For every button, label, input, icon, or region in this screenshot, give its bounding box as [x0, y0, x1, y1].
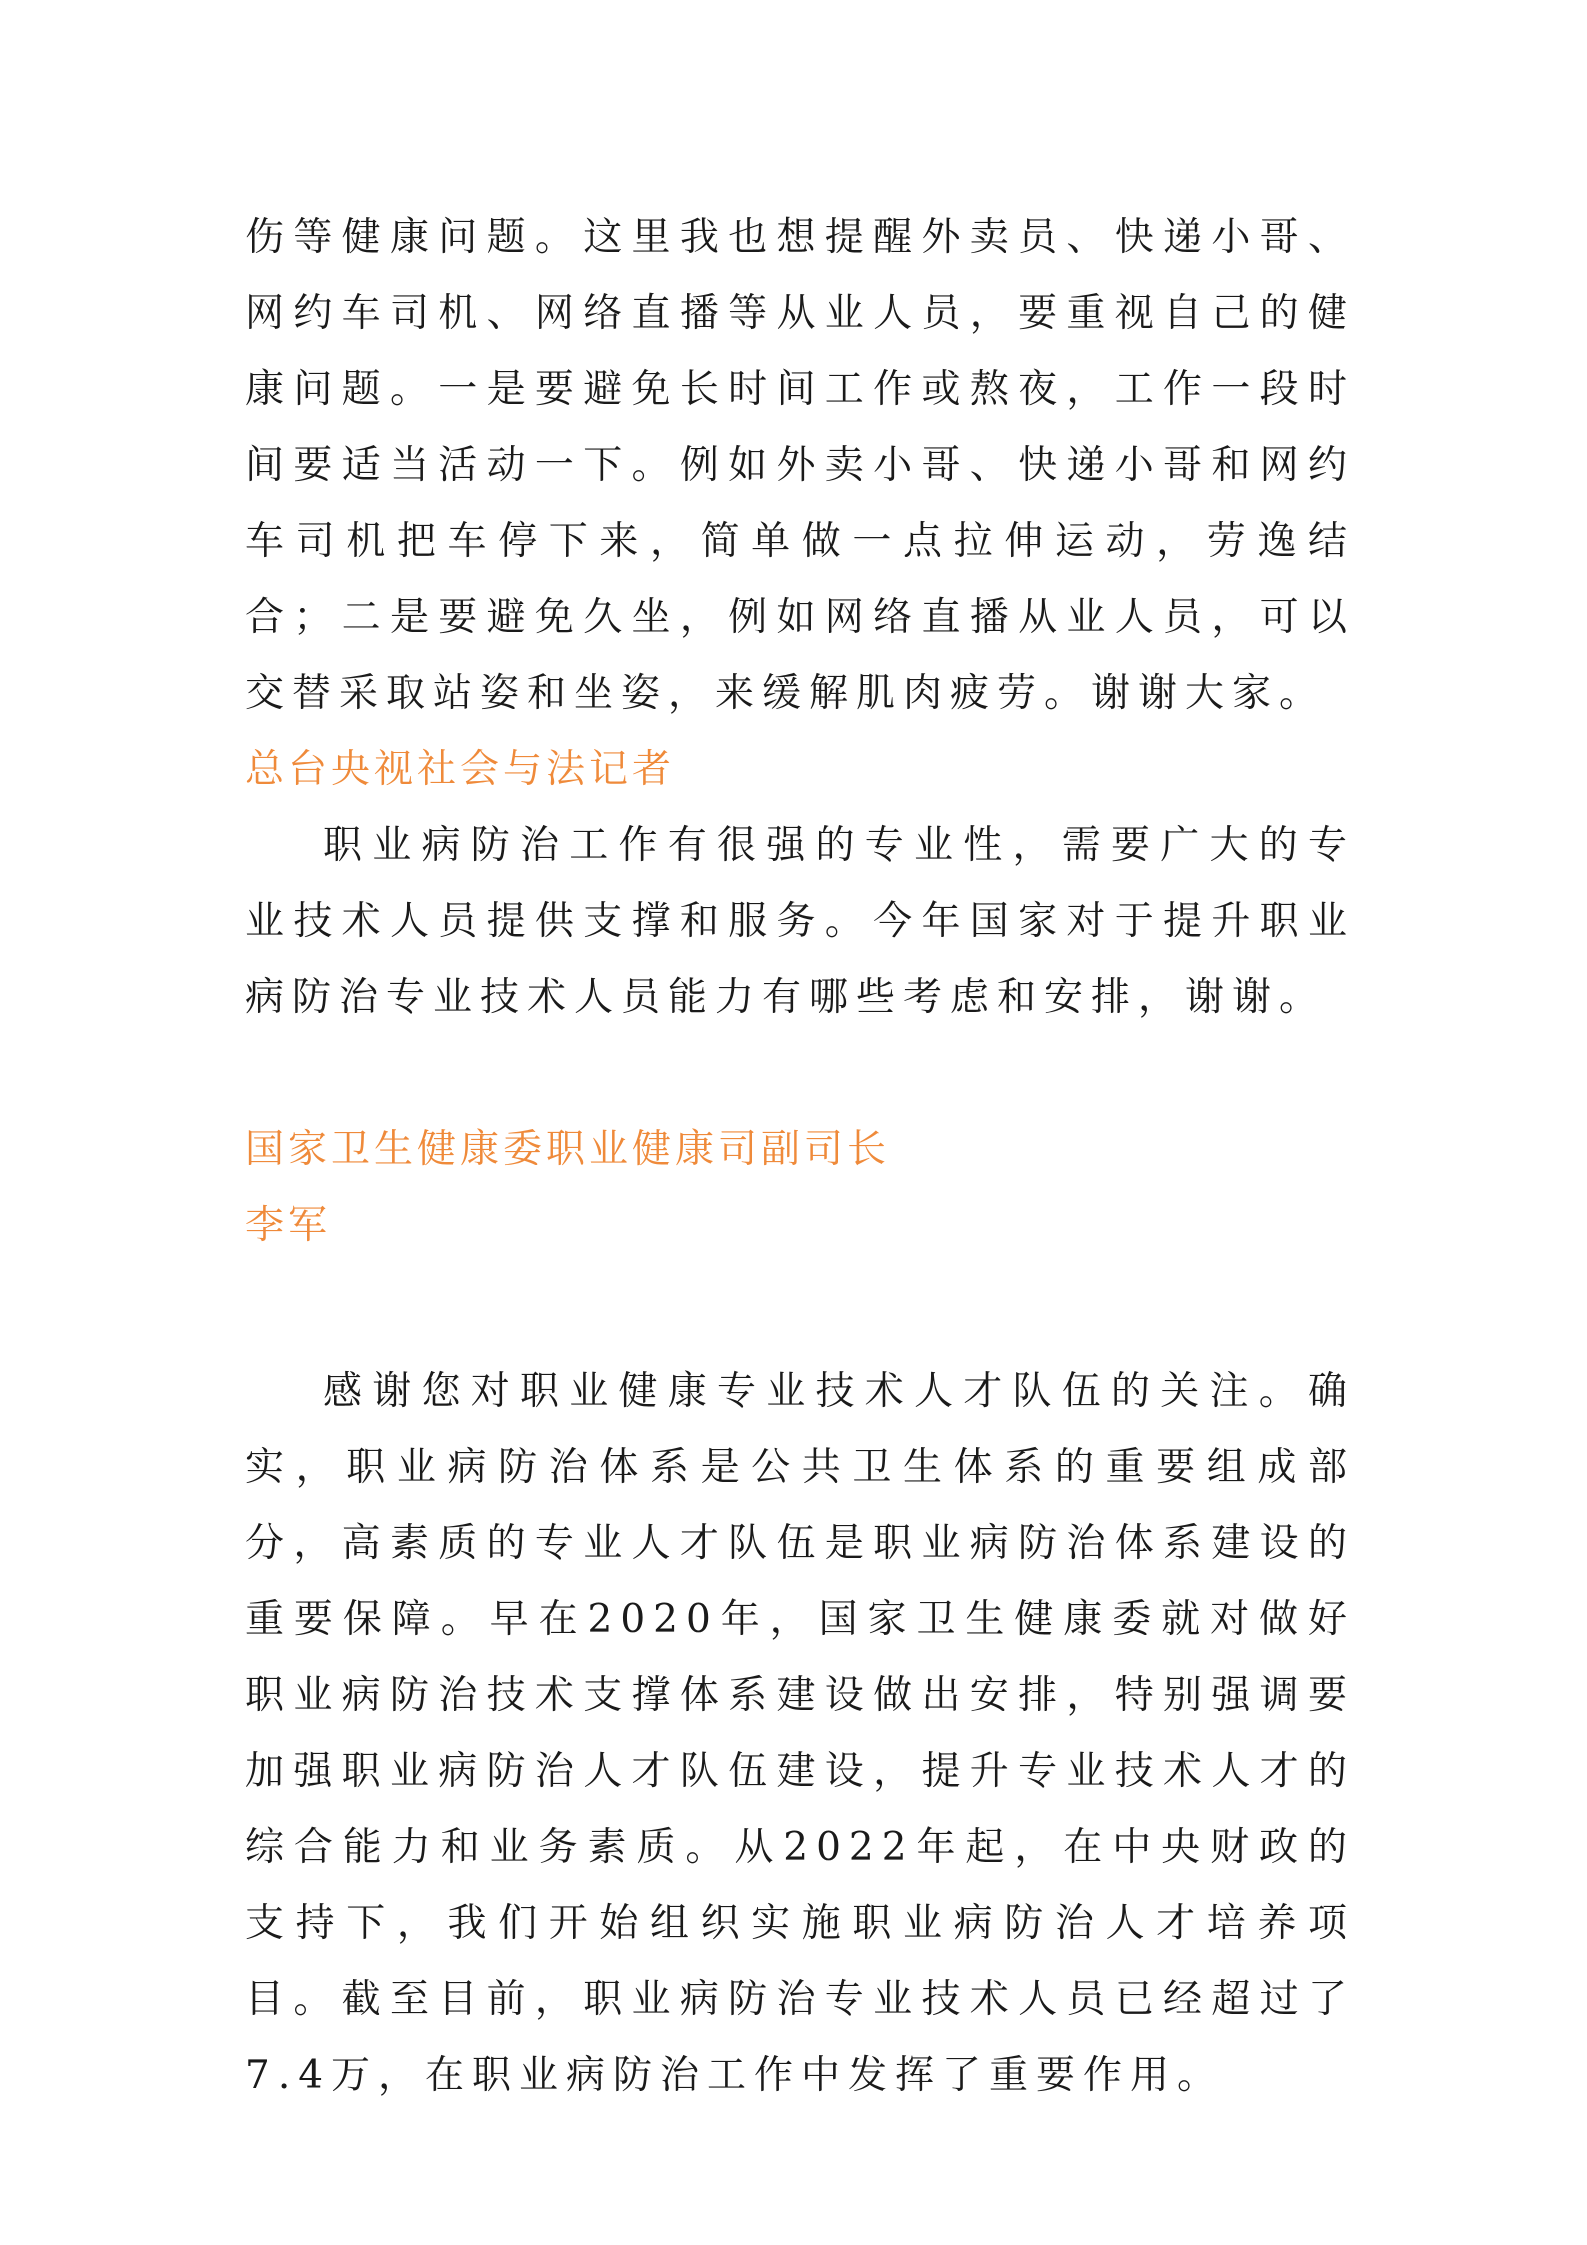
spacer — [245, 1264, 1355, 1354]
speaker-reporter: 总台央视社会与法记者 — [245, 747, 676, 792]
paragraph-reporter-question: 职业病防治工作有很强的专业性，需要广大的专业技术人员提供支撑和服务。今年国家对于提升职业病防治专业技术人员能力有哪些考虑和安排，谢谢。 — [245, 823, 1355, 1020]
paragraph-health-advice: 伤等健康问题。这里我也想提醒外卖员、快递小哥、网约车司机、网络直播等从业人员，要重视自己的健康问题。一是要避免长时间工作或熬夜，工作一段时间要适当活动一下。例如外卖小哥、快递小哥和网约车司机把车停下来，简单做一点拉伸运动，劳逸结合；二是要避免久坐，例如网络直播从业人员，可以交替采取站姿和坐姿，来缓解肌肉疲劳。谢谢大家。 — [245, 215, 1355, 716]
spacer — [245, 1036, 1355, 1112]
speaker-official-name: 李军 — [245, 1203, 332, 1248]
speaker-official-title: 国家卫生健康委职业健康司副司长 — [245, 1127, 891, 1172]
paragraph-official-answer: 感谢您对职业健康专业技术人才队伍的关注。确实，职业病防治体系是公共卫生体系的重要组成部分，高素质的专业人才队伍是职业病防治体系建设的重要保障。早在2020年，国家卫生健康委就对做好职业病防治技术支撑体系建设做出安排，特别强调要加强职业病防治人才队伍建设，提升专业技术人才的综合能力和业务素质。从2022年起，在中央财政的支持下，我们开始组织实施职业病防治人才培养项目。截至目前，职业病防治专业技术人员已经超过了7.4万，在职业病防治工作中发挥了重要作用。 — [245, 1369, 1355, 2098]
document-body — [245, 200, 1355, 2114]
